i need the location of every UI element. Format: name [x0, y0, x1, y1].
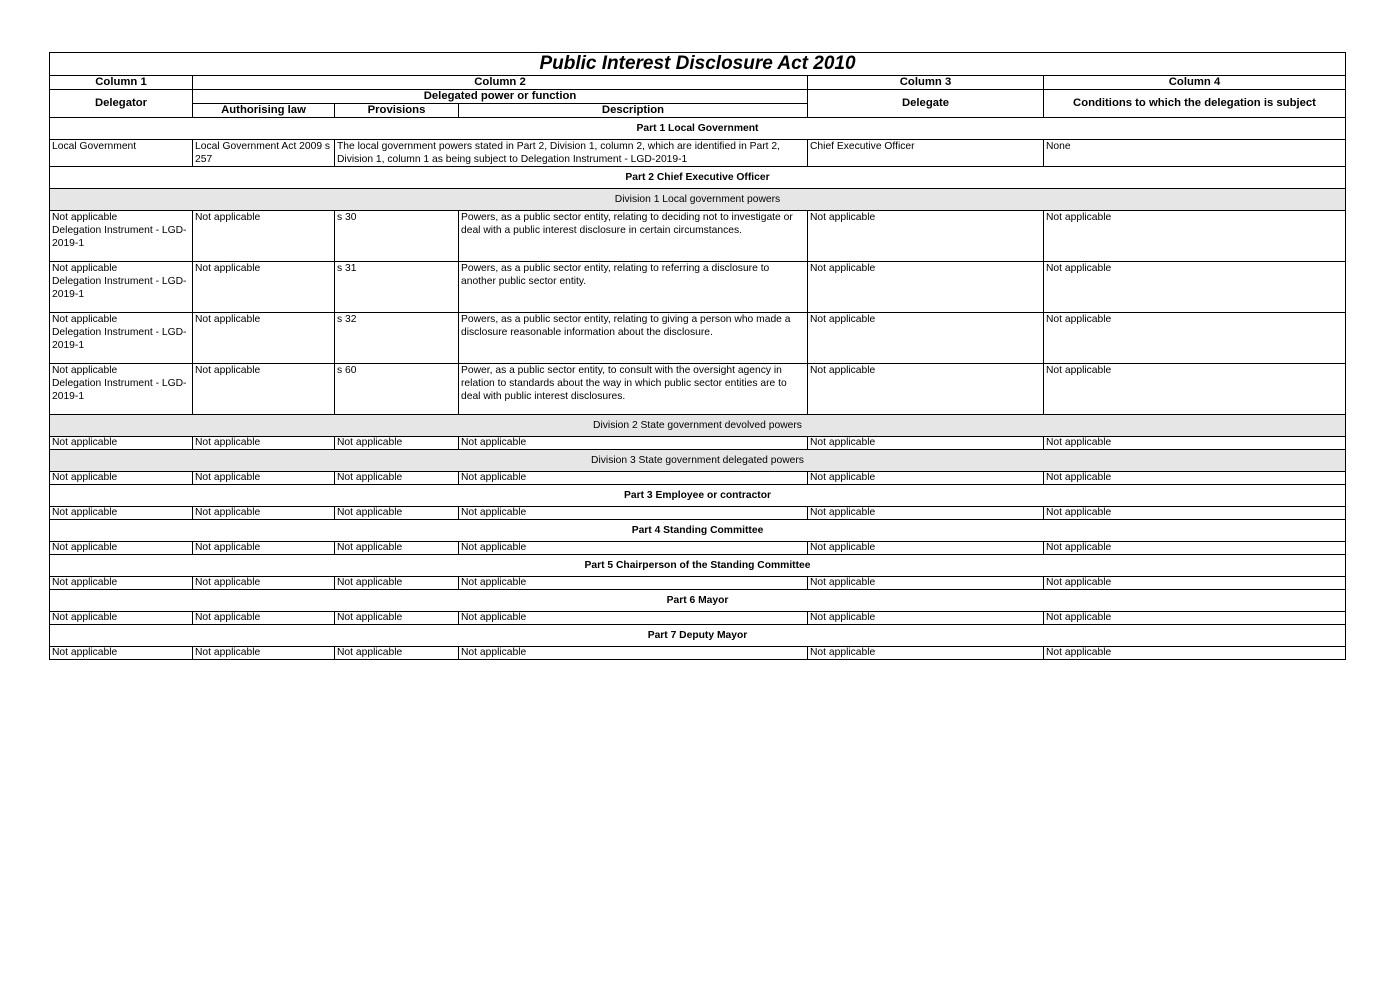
conditions-cell: Not applicable: [1044, 542, 1346, 555]
description-cell: Not applicable: [459, 437, 808, 450]
division-1-heading: Division 1 Local government powers: [50, 189, 1346, 211]
table-row: [50, 313, 1346, 364]
column-2-header: Column 2: [193, 76, 808, 90]
description-cell: Not applicable: [459, 542, 808, 555]
description-cell: Not applicable: [459, 507, 808, 520]
conditions-cell: Not applicable: [1044, 211, 1346, 262]
provision-cell: Not applicable: [335, 577, 459, 590]
part-6-heading: Part 6 Mayor: [50, 590, 1346, 612]
authorising-law-cell: Not applicable: [193, 647, 335, 660]
delegate-cell: Not applicable: [808, 313, 1044, 364]
description-cell: Power, as a public sector entity, to consult with the oversight agency in relation to standards about the way in which public sector entities are to deal with public interest disclosures.: [459, 364, 808, 415]
delegator-cell: Not applicable: [50, 542, 193, 555]
delegate-cell: Not applicable: [808, 612, 1044, 625]
delegator-cell: Not applicable: [50, 647, 193, 660]
authorising-law-cell: Not applicable: [193, 211, 335, 262]
conditions-cell: Not applicable: [1044, 364, 1346, 415]
provision-cell: Not applicable: [335, 472, 459, 485]
authorising-law-cell: Not applicable: [193, 472, 335, 485]
division-2-heading: Division 2 State government devolved powers: [50, 415, 1346, 437]
delegate-cell: Not applicable: [808, 507, 1044, 520]
delegate-cell: Not applicable: [808, 472, 1044, 485]
authorising-law-cell: Not applicable: [193, 313, 335, 364]
table-row: [50, 140, 1346, 167]
description-header: Description: [459, 104, 808, 118]
delegator-cell: Not applicable Delegation Instrument - LGD-2019-1: [50, 211, 193, 262]
provision-cell: Not applicable: [335, 507, 459, 520]
provision-cell: s 60: [335, 364, 459, 415]
description-cell: Not applicable: [459, 472, 808, 485]
table-row: [50, 507, 1346, 520]
provisions-header: Provisions: [335, 104, 459, 118]
provision-cell: s 31: [335, 262, 459, 313]
authorising-law-cell: Not applicable: [193, 437, 335, 450]
delegator-cell: Not applicable Delegation Instrument - LGD-2019-1: [50, 364, 193, 415]
table-row: [50, 472, 1346, 485]
delegator-cell: Not applicable Delegation Instrument - LGD-2019-1: [50, 262, 193, 313]
delegate-cell: Not applicable: [808, 437, 1044, 450]
conditions-cell: Not applicable: [1044, 262, 1346, 313]
table-row: [50, 211, 1346, 262]
authorising-law-cell: Local Government Act 2009 s 257: [193, 140, 335, 167]
authorising-law-cell: Not applicable: [193, 542, 335, 555]
delegate-cell: Not applicable: [808, 647, 1044, 660]
part-1-heading: Part 1 Local Government: [50, 118, 1346, 140]
conditions-cell: Not applicable: [1044, 472, 1346, 485]
description-cell: Powers, as a public sector entity, relating to giving a person who made a disclosure reasonable information about the disclosure.: [459, 313, 808, 364]
authorising-law-cell: Not applicable: [193, 364, 335, 415]
provision-cell: Not applicable: [335, 612, 459, 625]
delegator-cell: Not applicable: [50, 437, 193, 450]
delegator-cell: Not applicable Delegation Instrument - LGD-2019-1: [50, 313, 193, 364]
delegate-cell: Not applicable: [808, 577, 1044, 590]
delegate-cell: Not applicable: [808, 262, 1044, 313]
conditions-cell: Not applicable: [1044, 612, 1346, 625]
table-row: [50, 437, 1346, 450]
conditions-cell: Not applicable: [1044, 647, 1346, 660]
conditions-cell: Not applicable: [1044, 577, 1346, 590]
part-7-heading: Part 7 Deputy Mayor: [50, 625, 1346, 647]
authorising-law-header: Authorising law: [193, 104, 335, 118]
delegator-cell: Not applicable: [50, 577, 193, 590]
conditions-cell: Not applicable: [1044, 507, 1346, 520]
description-cell: Not applicable: [459, 612, 808, 625]
provision-cell: Not applicable: [335, 647, 459, 660]
column-3-header: Column 3: [808, 76, 1044, 90]
conditions-cell: None: [1044, 140, 1346, 167]
description-cell: Powers, as a public sector entity, relating to referring a disclosure to another public sector entity.: [459, 262, 808, 313]
table-row: [50, 262, 1346, 313]
delegator-header: Delegator: [50, 90, 193, 118]
delegate-cell: Not applicable: [808, 542, 1044, 555]
authorising-law-cell: Not applicable: [193, 577, 335, 590]
part-3-heading: Part 3 Employee or contractor: [50, 485, 1346, 507]
authorising-law-cell: Not applicable: [193, 612, 335, 625]
description-cell: Not applicable: [459, 647, 808, 660]
delegate-cell: Chief Executive Officer: [808, 140, 1044, 167]
part-5-heading: Part 5 Chairperson of the Standing Committee: [50, 555, 1346, 577]
column-1-header: Column 1: [50, 76, 193, 90]
part-2-heading: Part 2 Chief Executive Officer: [50, 167, 1346, 189]
provision-cell: Not applicable: [335, 542, 459, 555]
table-row: [50, 577, 1346, 590]
table-row: [50, 542, 1346, 555]
table-row: [50, 647, 1346, 660]
conditions-header: Conditions to which the delegation is subject: [1044, 90, 1346, 118]
delegator-cell: Not applicable: [50, 612, 193, 625]
table-row: [50, 612, 1346, 625]
delegated-power-header: Delegated power or function: [193, 90, 808, 104]
delegate-header: Delegate: [808, 90, 1044, 118]
delegation-table: [49, 52, 1346, 660]
column-4-header: Column 4: [1044, 76, 1346, 90]
part-4-heading: Part 4 Standing Committee: [50, 520, 1346, 542]
table-row: [50, 364, 1346, 415]
provision-cell: s 30: [335, 211, 459, 262]
delegate-cell: Not applicable: [808, 364, 1044, 415]
description-cell: Powers, as a public sector entity, relating to deciding not to investigate or deal with a public interest disclosure in certain circumstances.: [459, 211, 808, 262]
authorising-law-cell: Not applicable: [193, 507, 335, 520]
description-cell: The local government powers stated in Part 2, Division 1, column 2, which are identified in Part 2, Division 1, column 1 as being subject to Delegation Instrument - LGD-2019-1: [335, 140, 808, 167]
delegator-cell: Not applicable: [50, 507, 193, 520]
division-3-heading: Division 3 State government delegated powers: [50, 450, 1346, 472]
conditions-cell: Not applicable: [1044, 437, 1346, 450]
provision-cell: s 32: [335, 313, 459, 364]
conditions-cell: Not applicable: [1044, 313, 1346, 364]
delegator-cell: Not applicable: [50, 472, 193, 485]
delegator-cell: Local Government: [50, 140, 193, 167]
provision-cell: Not applicable: [335, 437, 459, 450]
page-title: Public Interest Disclosure Act 2010: [50, 53, 1346, 76]
authorising-law-cell: Not applicable: [193, 262, 335, 313]
description-cell: Not applicable: [459, 577, 808, 590]
delegate-cell: Not applicable: [808, 211, 1044, 262]
